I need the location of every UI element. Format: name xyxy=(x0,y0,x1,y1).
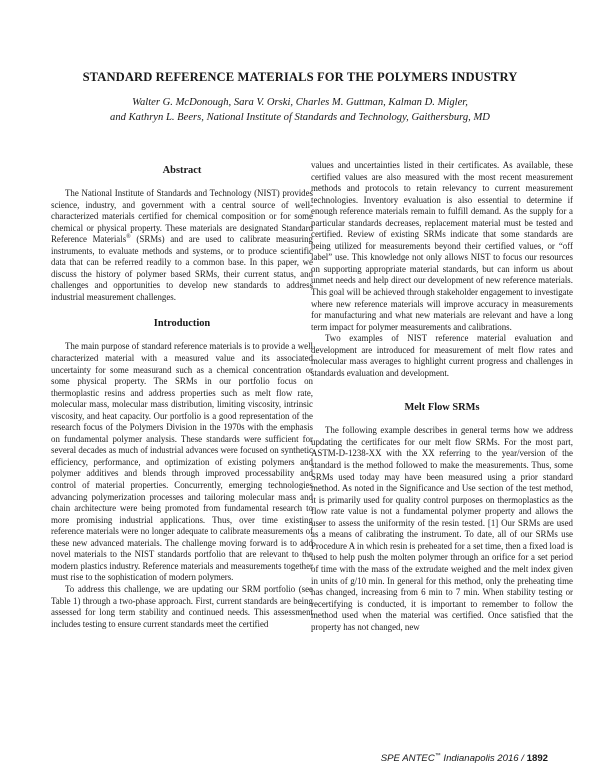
melt-flow-heading: Melt Flow SRMs xyxy=(404,402,480,414)
registered-mark: ® xyxy=(126,234,131,241)
abstract-text-a: The National Institute of Standards and Technology (NIST) provides science, industry, and government with a central source of well-characterized materials certified for chemical composition or for some chemical or physical property. These materials are designated Standard Reference Materials xyxy=(51,188,313,245)
right-column xyxy=(311,160,573,633)
page-footer xyxy=(381,753,548,764)
melt-flow-paragraph-1: The following example describes in general terms how we address updating the certificates for our melt flow SRMs. For the most part, ASTM-D-1238-XX with the XX referring to the year/version of the standard is the method followed to make the measurements. Thus, some SRMs used today may have been measured using a prior standard method. As noted in the Significance and Use section of the test method, it is primarily used for quality control purposes on thermoplastics as the flow rate value is not a fundamental polymer property and allows the user to assess the uniformity of the resin tested. [1] Our SRMs are used as a means of calibrating the instrument. To date, all of our SRMs use Procedure A in which resin is preheated for a set time, then a fixed load is used to help push the molten polymer through an orifice for a set period of time with the mass of the extrudate weighed and the melt index given in units of g/10 min. In general for this method, only the preheating time has changed, increasing from 6 min to 7 min. When stability testing or recertifying is conducted, it is important to remember to follow the method used when the material was certified. Once satisfied that the property has not changed, new xyxy=(311,425,573,632)
trademark-mark: ™ xyxy=(434,752,441,759)
page-number: 1892 xyxy=(526,753,548,764)
authors-line-2: and Kathryn L. Beers, National Institute of Standards and Technology, Gaithersburg, MD xyxy=(110,112,490,123)
paper-title: STANDARD REFERENCE MATERIALS FOR THE POLYMERS INDUSTRY xyxy=(82,70,518,84)
abstract-text-b: (SRMs) and are used to calibrate measuring instruments, to evaluate methods and systems, or to produce scientific data that can be referred readily to a common base. In this paper, we discuss the history of polymer based SRMs, their current status, and challenges and opportunities to develop new standards to address industrial measurement challenges. xyxy=(51,234,313,302)
left-column xyxy=(51,160,313,630)
footer-venue: Indianapolis 2016 / xyxy=(440,753,527,764)
intro-paragraph-2-continued: values and uncertainties listed in their certificates. As available, these certified values are also measured with the most recent measurement methods and protocols to retain relevancy to current measurement technologies. Inventory evaluation is also essential to determine if enough reference materials remain to fulfill demand. As the supply for a particular standards decreases, replacement material must be tested and certified. Review of existing SRMs indicate that some standards are being utilized for measurements beyond their certified values, or “off label” use. This knowledge not only allows NIST to focus our resources on supporting appropriate material standards, but can inform us about unmet needs and help direct our development of new reference materials. This goal will be achieved through stakeholder engagement to investigate where new reference materials will improve accuracy in measurements for manufacturing and what new materials are relevant and have a long term impact for polymer measurements and calibrations. xyxy=(311,160,573,332)
intro-paragraph-1: The main purpose of standard reference materials is to provide a well characterized material with a measured value and its associated uncertainty for some measurand such as a chemical concentration or some physical property. The SRMs in our portfolio focus on thermoplastic resins and address properties such as melt flow rate, molecular mass, molecular mass distribution, limiting viscosity, intrinsic viscosity, and heat capacity. Our portfolio is a good representation of the research focus of the Polymers Division in the 1970s with the emphasis on fundamental polymer analysis. These standards were sufficient for several decades as much of industrial advances were focused on synthetic efficiency, performance, and optimization of existing polymers and polymer additives and blends through improved processability and control of material properties. Concurrently, emerging technologies advancing polymerization processes and tailoring molecular mass and chain architecture were being promoted from fundamental research to more promising industrial applications. Thus, over time existing reference materials were no longer adequate to calibrate measurements of these new advanced materials. The challenge moving forward is to add novel materials to the NIST standards portfolio that are relevant to the modern plastics industry. Reference materials and measurements together must rise to the sophistication of modern polymers. xyxy=(51,341,313,583)
introduction-heading: Introduction xyxy=(153,318,211,330)
authors-line-1: Walter G. McDonough, Sara V. Orski, Charles M. Guttman, Kalman D. Migler, xyxy=(132,97,468,108)
intro-paragraph-2: To address this challenge, we are updating our SRM portfolio (see Table 1) through a two-phase approach. First, current standards are being assessed for long term stability and continued needs. This assessment includes testing to ensure current standards meet the certified xyxy=(51,583,313,629)
footer-journal: SPE ANTEC xyxy=(380,753,435,764)
intro-paragraph-3: Two examples of NIST reference material evaluation and development are introduced for measurement of melt flow rates and molecular mass averages to highlight current progress and challenges in standards evaluation and development. xyxy=(311,333,573,378)
author-block xyxy=(60,95,540,125)
abstract-heading: Abstract xyxy=(162,165,202,176)
abstract-paragraph xyxy=(51,188,313,303)
